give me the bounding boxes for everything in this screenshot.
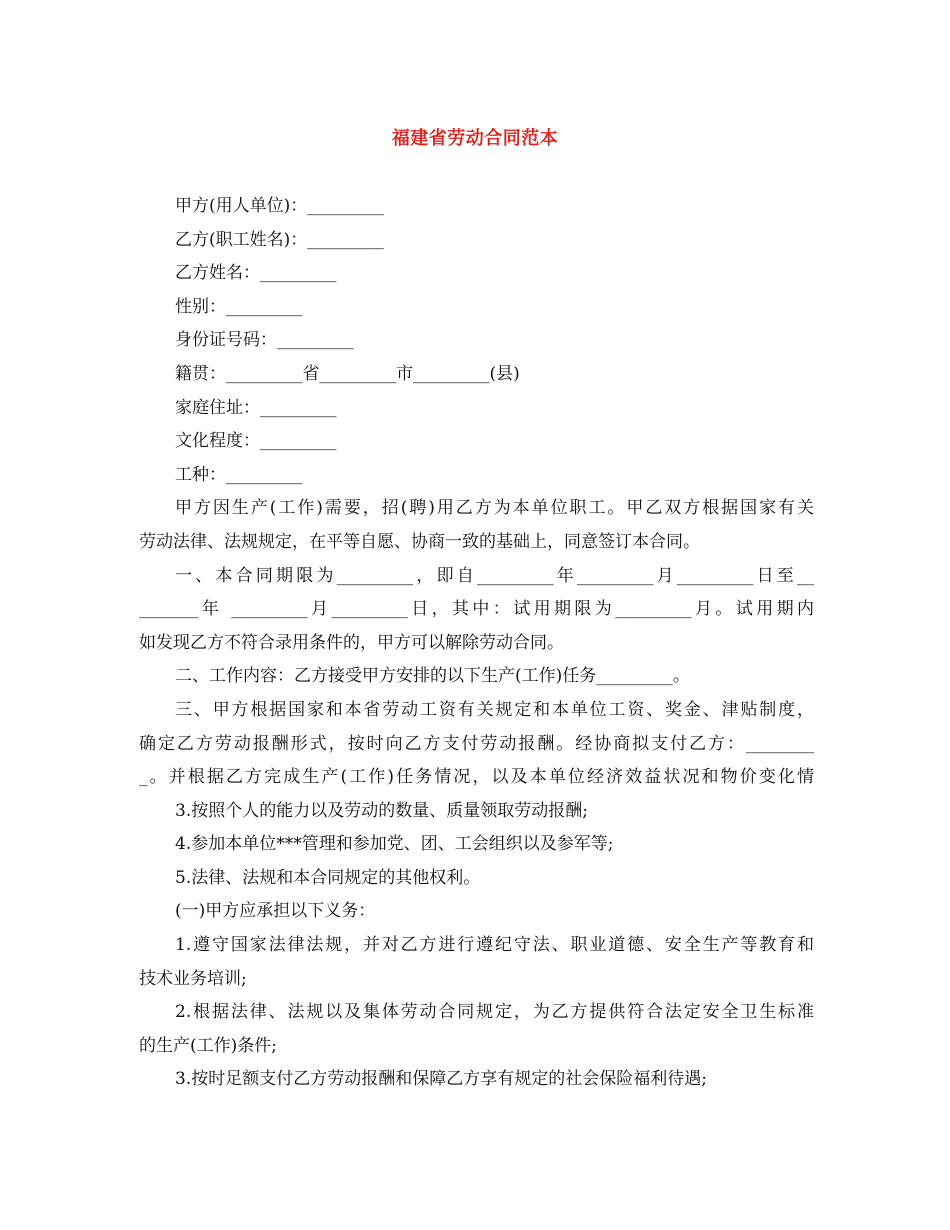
text-line: 2.根据法律、法规以及集体劳动合同规定，为乙方提供符合法定安全卫生标准 [175,1002,814,1023]
text-line: 二、工作内容：乙方接受甲方安排的以下生产(工作)任务_________。 [175,666,690,687]
text-line: 3.按时足额支付乙方劳动报酬和保障乙方享有规定的社会保险福利待遇; [175,1069,707,1090]
text-line: _。并根据乙方完成生产(工作)任务情况，以及本单位经济效益状况和物价变化情 [139,767,814,788]
text-line: 4.参加本单位***管理和参加党、团、工会组织以及参军等; [175,834,614,855]
text-line: 籍贯：_________省_________市_________(县) [175,363,520,384]
document-title: 福建省劳动合同范本 [391,128,559,149]
text-line: 劳动法律、法规规定，在平等自愿、协商一致的基础上，同意签订本合同。 [139,531,700,552]
text-line: 文化程度：_________ [175,431,337,452]
text-line: 工种：_________ [175,464,303,485]
text-line: 家庭住址：_________ [175,397,337,418]
text-line: 5.法律、法规和本合同规定的其他权利。 [175,867,481,888]
text-line: _______年 _________月_________日，其中：试用期限为_________月。试用期内 [139,599,814,620]
text-line: 3.按照个人的能力以及劳动的数量、质量领取劳动报酬; [175,800,588,821]
text-line: 如发现乙方不符合录用条件的，甲方可以解除劳动合同。 [139,632,564,653]
text-line: 甲方因生产(工作)需要，招(聘)用乙方为本单位职工。甲乙双方根据国家有关 [175,498,814,519]
text-line: 三、甲方根据国家和本省劳动工资有关规定和本单位工资、奖金、津贴制度， [175,699,814,720]
document-body [139,190,814,1097]
text-line: 的生产(工作)条件; [139,1035,277,1056]
text-line: 技术业务培训; [139,968,247,989]
text-line: 一、本合同期限为_________，即自_________年_________月_________日至__ [175,565,814,586]
text-line: 乙方姓名：_________ [175,263,337,284]
text-line: 甲方(用人单位)：_________ [175,196,384,216]
text-line: (一)甲方应承担以下义务： [175,901,376,922]
text-line: 身份证号码：_________ [175,330,354,351]
text-line: 1.遵守国家法律法规，并对乙方进行遵纪守法、职业道德、安全生产等教育和 [175,935,814,956]
text-line: 乙方(职工姓名)：_________ [175,229,384,250]
text-line: 性别：_________ [175,296,303,317]
text-line: 确定乙方劳动报酬形式，按时向乙方支付劳动报酬。经协商拟支付乙方：________ [139,733,814,754]
